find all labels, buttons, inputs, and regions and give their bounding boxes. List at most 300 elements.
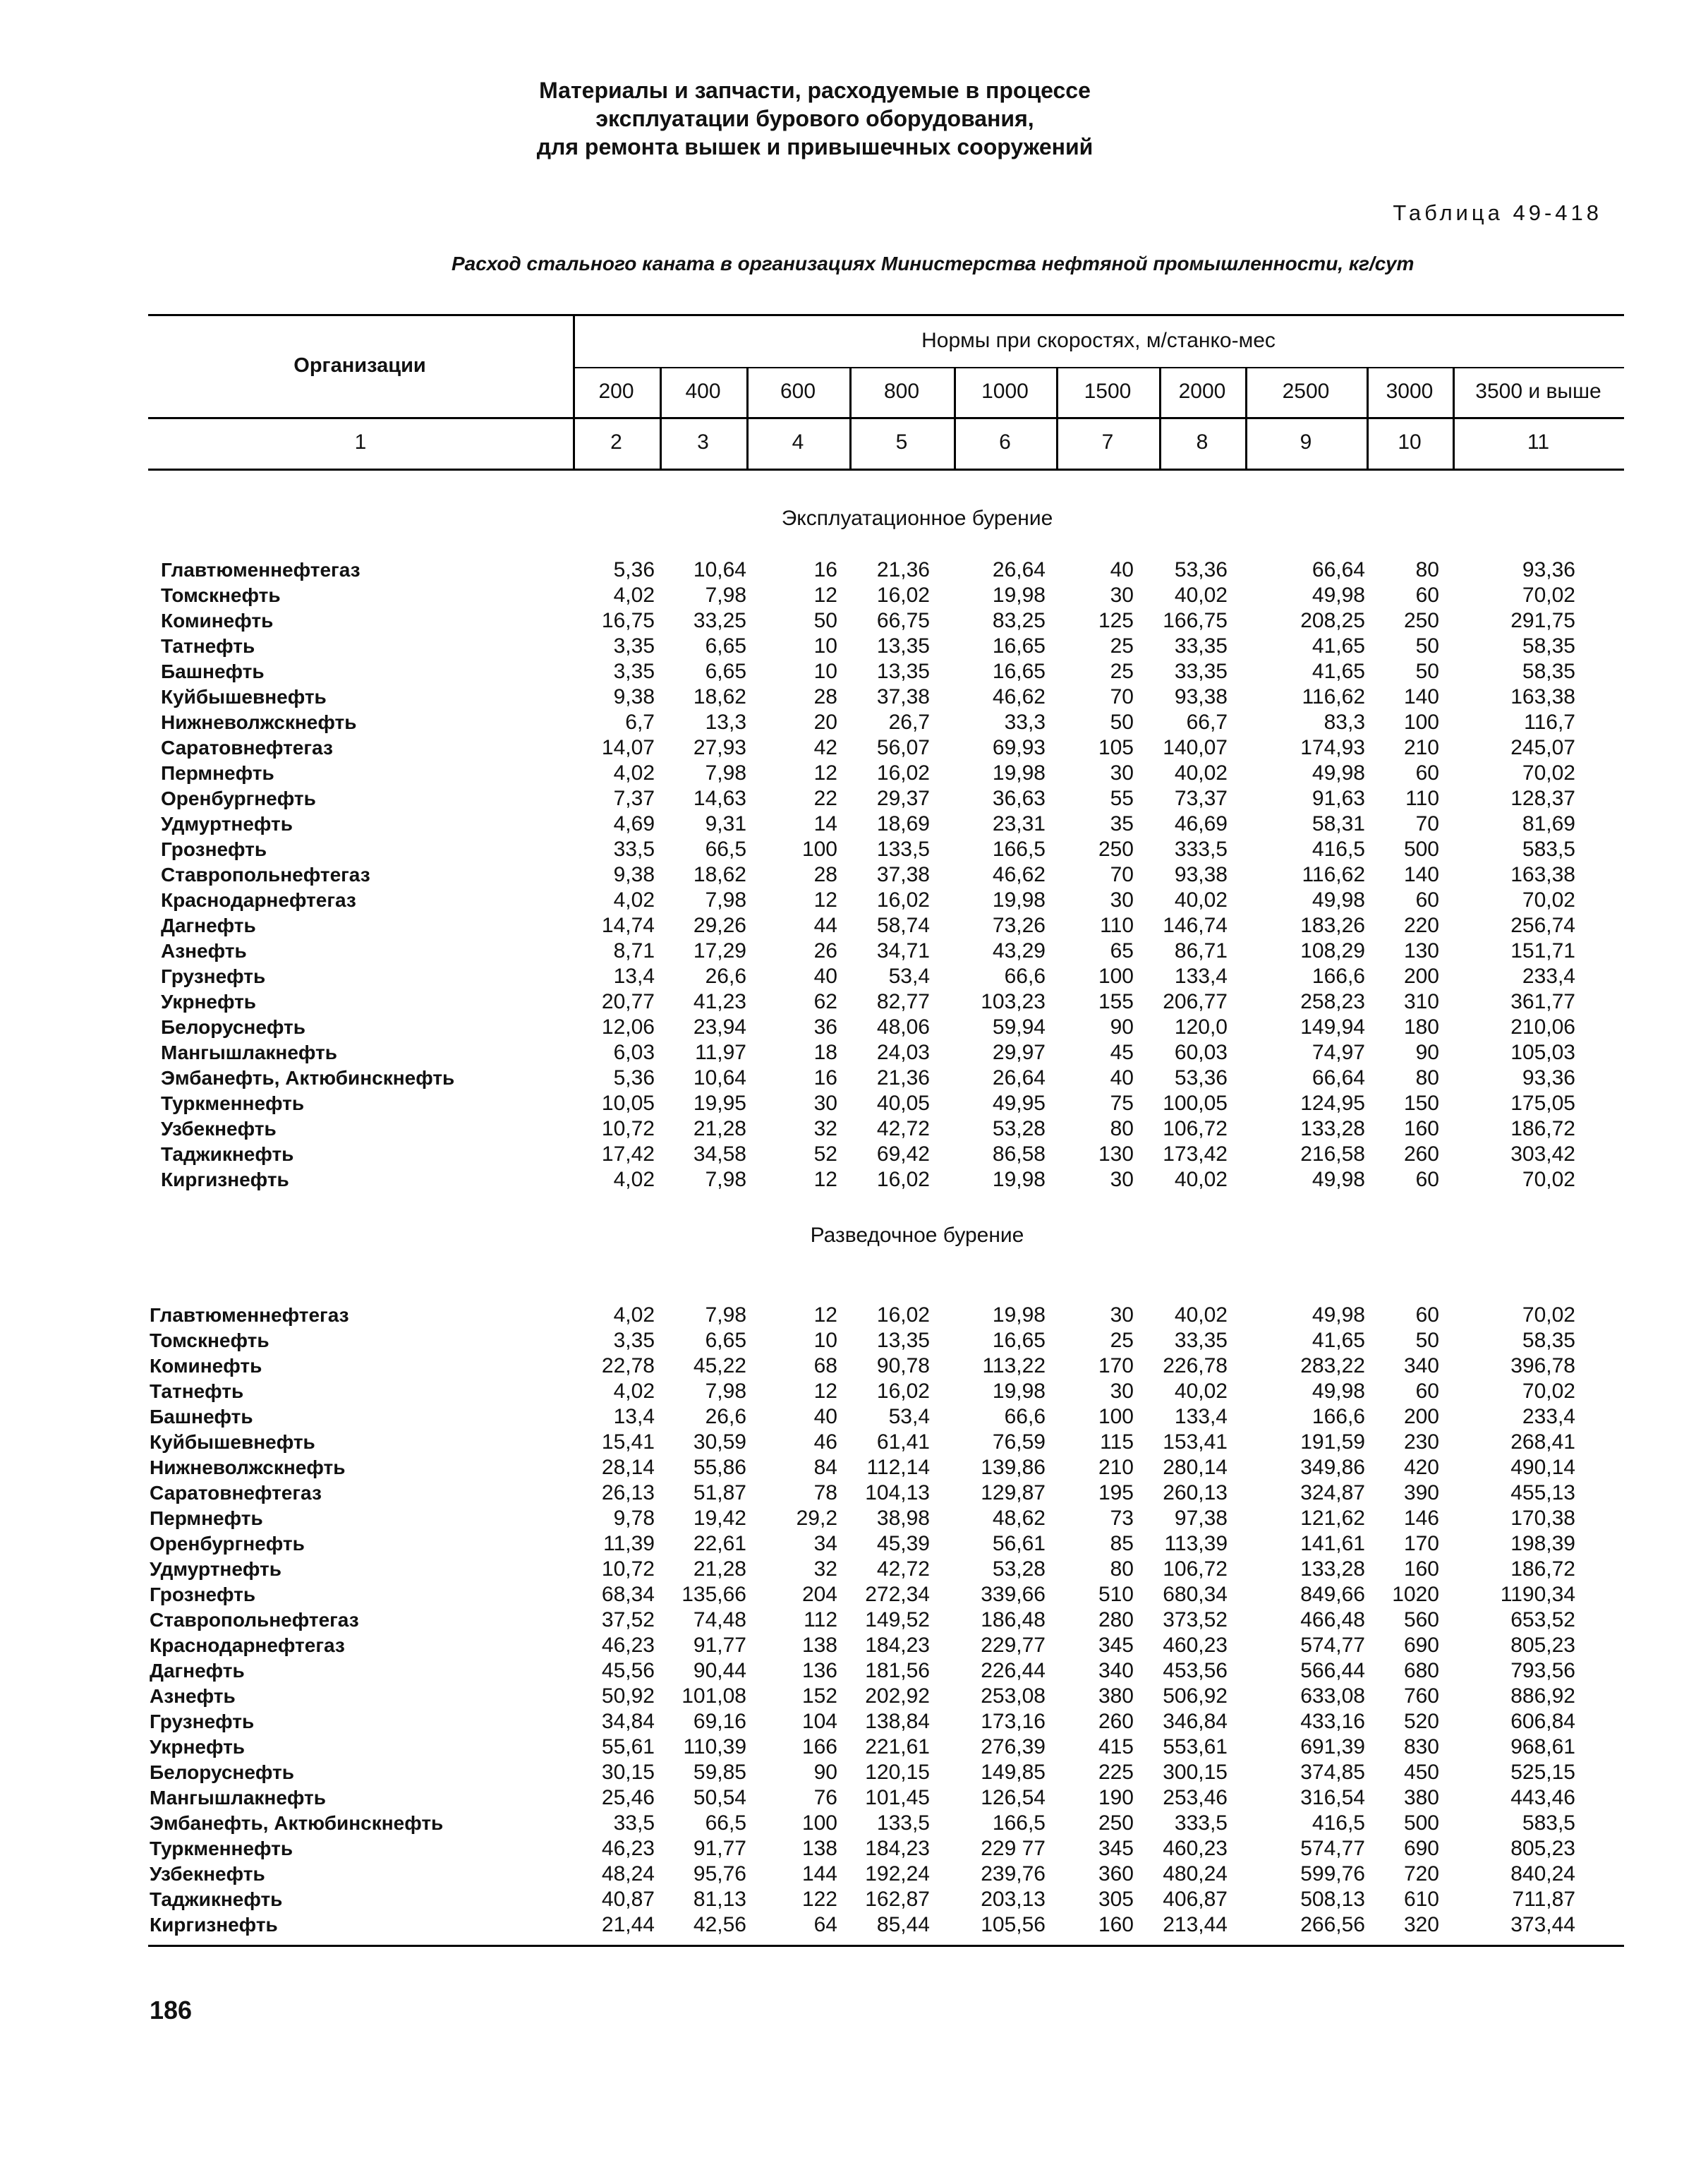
- value-cell: 3,35: [613, 660, 655, 683]
- value-cell: 82,77: [876, 990, 930, 1013]
- value-cell: 25: [1110, 660, 1134, 683]
- value-cell: 162,87: [865, 1888, 930, 1911]
- value-cell: 229,77: [981, 1634, 1046, 1657]
- value-cell: 58,35: [1522, 660, 1575, 683]
- value-cell: 80: [1110, 1117, 1134, 1140]
- value-cell: 40,02: [1174, 584, 1228, 607]
- value-cell: 396,78: [1510, 1354, 1575, 1377]
- organization-name: Удмуртнефть: [161, 813, 293, 835]
- organization-name: Грознефть: [150, 1583, 256, 1605]
- table-row: [0, 1607, 1708, 1633]
- value-cell: 260: [1403, 1142, 1439, 1166]
- value-cell: 14: [813, 812, 837, 835]
- value-cell: 66,6: [1004, 965, 1046, 988]
- value-cell: 60: [1415, 888, 1439, 912]
- value-cell: 73: [1110, 1507, 1134, 1530]
- value-cell: 33,25: [693, 609, 746, 632]
- value-cell: 10,05: [601, 1092, 655, 1115]
- value-cell: 70,02: [1522, 1380, 1575, 1403]
- value-cell: 66,64: [1312, 1066, 1365, 1090]
- value-cell: 26,64: [992, 558, 1046, 581]
- value-cell: 10: [813, 1329, 837, 1352]
- value-cell: 116,62: [1302, 863, 1365, 886]
- value-cell: 711,87: [1512, 1888, 1575, 1911]
- value-cell: 216,58: [1300, 1142, 1365, 1166]
- value-cell: 40,87: [601, 1888, 655, 1911]
- value-cell: 566,44: [1300, 1659, 1365, 1682]
- column-number: 5: [895, 430, 908, 454]
- value-cell: 15,41: [601, 1430, 655, 1454]
- organization-name: Коминефть: [161, 610, 274, 632]
- value-cell: 30,59: [693, 1430, 746, 1454]
- value-cell: 453,56: [1163, 1659, 1228, 1682]
- value-cell: 105,56: [981, 1913, 1046, 1936]
- value-cell: 113,22: [982, 1354, 1046, 1377]
- value-cell: 42,72: [876, 1557, 930, 1581]
- value-cell: 56,61: [992, 1532, 1046, 1555]
- value-cell: 420: [1403, 1456, 1439, 1479]
- value-cell: 340: [1403, 1354, 1439, 1377]
- value-cell: 10,64: [693, 558, 746, 581]
- value-cell: 250: [1098, 1811, 1134, 1835]
- value-cell: 849,66: [1300, 1583, 1365, 1606]
- value-cell: 90,44: [693, 1659, 746, 1682]
- value-cell: 191,59: [1300, 1430, 1365, 1454]
- value-cell: 230: [1403, 1430, 1439, 1454]
- value-cell: 300,15: [1163, 1761, 1228, 1784]
- value-cell: 174,93: [1300, 736, 1365, 759]
- value-cell: 140,07: [1163, 736, 1228, 759]
- value-cell: 139,86: [981, 1456, 1046, 1479]
- value-cell: 112,14: [866, 1456, 930, 1479]
- value-cell: 886,92: [1510, 1684, 1575, 1708]
- value-cell: 12: [813, 584, 837, 607]
- value-cell: 146,74: [1163, 914, 1228, 937]
- value-cell: 105: [1098, 736, 1134, 759]
- value-cell: 19,98: [992, 1168, 1046, 1191]
- value-cell: 5,36: [613, 1066, 655, 1090]
- value-cell: 40,02: [1174, 1380, 1228, 1403]
- value-cell: 49,95: [992, 1092, 1046, 1115]
- value-cell: 320: [1403, 1913, 1439, 1936]
- value-cell: 66,5: [705, 1811, 746, 1835]
- value-cell: 24,03: [876, 1041, 930, 1064]
- value-cell: 195: [1098, 1481, 1134, 1504]
- value-cell: 70,02: [1522, 888, 1575, 912]
- speed-header: 1000: [981, 380, 1029, 403]
- value-cell: 116,7: [1524, 711, 1575, 734]
- value-cell: 450: [1403, 1761, 1439, 1784]
- value-cell: 84: [813, 1456, 837, 1479]
- value-cell: 36,63: [992, 787, 1046, 810]
- value-cell: 9,38: [613, 863, 655, 886]
- value-cell: 720: [1403, 1862, 1439, 1886]
- value-cell: 346,84: [1163, 1710, 1228, 1733]
- value-cell: 968,61: [1510, 1735, 1575, 1758]
- table-row: [0, 1455, 1708, 1480]
- value-cell: 60: [1415, 584, 1439, 607]
- value-cell: 229 77: [981, 1837, 1046, 1860]
- value-cell: 91,77: [693, 1634, 746, 1657]
- value-cell: 33,5: [613, 1811, 655, 1835]
- value-cell: 100,05: [1163, 1092, 1228, 1115]
- value-cell: 56,07: [876, 736, 930, 759]
- table-row: [0, 608, 1708, 634]
- value-cell: 16,65: [992, 634, 1046, 658]
- table-row: [0, 735, 1708, 761]
- table-row: [0, 1684, 1708, 1709]
- value-cell: 361,77: [1510, 990, 1575, 1013]
- table-row: [0, 1506, 1708, 1531]
- value-cell: 16,02: [876, 1380, 930, 1403]
- value-cell: 126,54: [981, 1786, 1046, 1809]
- value-cell: 69,42: [876, 1142, 930, 1166]
- value-cell: 500: [1403, 1811, 1439, 1835]
- value-cell: 13,3: [705, 711, 746, 734]
- value-cell: 44: [813, 914, 837, 937]
- organization-name: Главтюменнефтегаз: [161, 559, 361, 581]
- value-cell: 144: [801, 1862, 837, 1886]
- organization-name: Туркменнефть: [150, 1838, 293, 1859]
- value-cell: 55,86: [693, 1456, 746, 1479]
- value-cell: 140: [1403, 863, 1439, 886]
- value-cell: 60,03: [1174, 1041, 1228, 1064]
- table-row: [0, 1836, 1708, 1862]
- value-cell: 90: [1415, 1041, 1439, 1064]
- organization-name: Куйбышевнефть: [150, 1431, 315, 1453]
- table-row: [0, 1912, 1708, 1938]
- value-cell: 29,26: [693, 914, 746, 937]
- table-row: [0, 1353, 1708, 1379]
- value-cell: 16,75: [601, 609, 655, 632]
- value-cell: 166,6: [1312, 965, 1365, 988]
- value-cell: 26,64: [992, 1066, 1046, 1090]
- table-row: [0, 964, 1708, 989]
- value-cell: 805,23: [1510, 1837, 1575, 1860]
- value-cell: 66,7: [1186, 711, 1228, 734]
- organization-name: Томскнефть: [150, 1329, 269, 1351]
- table-row: [0, 659, 1708, 684]
- value-cell: 29,37: [876, 787, 930, 810]
- value-cell: 390: [1403, 1481, 1439, 1504]
- value-cell: 40: [1110, 558, 1134, 581]
- table-row: [0, 1785, 1708, 1811]
- value-cell: 40: [813, 1405, 837, 1428]
- value-cell: 250: [1403, 609, 1439, 632]
- value-cell: 150: [1403, 1092, 1439, 1115]
- value-cell: 5,36: [613, 558, 655, 581]
- value-cell: 7,98: [705, 888, 746, 912]
- value-cell: 210,06: [1510, 1015, 1575, 1039]
- organization-name: Киргизнефть: [150, 1914, 278, 1936]
- column-number: 6: [999, 430, 1011, 454]
- organization-name: Грузнефть: [161, 965, 266, 987]
- table-row: [0, 1066, 1708, 1091]
- value-cell: 28: [813, 685, 837, 708]
- value-cell: 202,92: [865, 1684, 930, 1708]
- value-cell: 10,72: [601, 1117, 655, 1140]
- value-cell: 12: [813, 761, 837, 785]
- value-cell: 50: [1110, 711, 1134, 734]
- value-cell: 55,61: [601, 1735, 655, 1758]
- table-row: [0, 989, 1708, 1015]
- speed-header: 1500: [1084, 380, 1132, 403]
- value-cell: 50: [1415, 634, 1439, 658]
- organization-name: Эмбанефть, Актюбинскнефть: [150, 1812, 444, 1834]
- value-cell: 49,98: [1312, 1380, 1365, 1403]
- value-cell: 120,15: [865, 1761, 930, 1784]
- column-number: 10: [1398, 430, 1422, 454]
- value-cell: 138,84: [865, 1710, 930, 1733]
- value-cell: 106,72: [1163, 1557, 1228, 1581]
- value-cell: 21,36: [876, 1066, 930, 1090]
- value-cell: 16: [813, 558, 837, 581]
- organization-name: Оренбургнефть: [161, 788, 316, 809]
- value-cell: 105,03: [1510, 1041, 1575, 1064]
- value-cell: 170: [1098, 1354, 1134, 1377]
- value-cell: 345: [1098, 1634, 1134, 1657]
- value-cell: 840,24: [1510, 1862, 1575, 1886]
- value-cell: 45,22: [693, 1354, 746, 1377]
- value-cell: 129,87: [981, 1481, 1046, 1504]
- value-cell: 3,35: [613, 1329, 655, 1352]
- value-cell: 26,13: [601, 1481, 655, 1504]
- value-cell: 103,23: [981, 990, 1046, 1013]
- value-cell: 380: [1098, 1684, 1134, 1708]
- speed-group-header: Нормы при скоростях, м/станко-мес: [921, 329, 1276, 352]
- value-cell: 760: [1403, 1684, 1439, 1708]
- value-cell: 68: [813, 1354, 837, 1377]
- value-cell: 58,31: [1312, 812, 1365, 835]
- value-cell: 324,87: [1300, 1481, 1365, 1504]
- value-cell: 180: [1403, 1015, 1439, 1039]
- value-cell: 18,69: [876, 812, 930, 835]
- table-row: [0, 1557, 1708, 1582]
- table-row: [0, 1015, 1708, 1040]
- section-title-exploitation: Эксплуатационное бурение: [781, 507, 1053, 530]
- table-row: [0, 583, 1708, 608]
- value-cell: 415: [1098, 1735, 1134, 1758]
- value-cell: 830: [1403, 1735, 1439, 1758]
- value-cell: 50,92: [601, 1684, 655, 1708]
- value-cell: 21,44: [601, 1913, 655, 1936]
- value-cell: 53,36: [1174, 558, 1228, 581]
- value-cell: 553,61: [1163, 1735, 1228, 1758]
- value-cell: 30: [813, 1092, 837, 1115]
- organization-name: Ставропольнефтегаз: [150, 1609, 359, 1631]
- value-cell: 83,3: [1324, 711, 1365, 734]
- value-cell: 203,13: [981, 1888, 1046, 1911]
- value-cell: 10: [813, 634, 837, 658]
- value-cell: 166,75: [1163, 609, 1228, 632]
- value-cell: 460,23: [1163, 1634, 1228, 1657]
- value-cell: 18: [813, 1041, 837, 1064]
- value-cell: 166,6: [1312, 1405, 1365, 1428]
- value-cell: 85: [1110, 1532, 1134, 1555]
- value-cell: 110,39: [683, 1735, 746, 1758]
- value-cell: 19,95: [693, 1092, 746, 1115]
- value-cell: 805,23: [1510, 1634, 1575, 1657]
- value-cell: 60: [1415, 761, 1439, 785]
- value-cell: 69,93: [992, 736, 1046, 759]
- value-cell: 160: [1403, 1117, 1439, 1140]
- value-cell: 6,65: [705, 634, 746, 658]
- organization-name: Таджикнефть: [150, 1888, 283, 1910]
- value-cell: 6,03: [613, 1041, 655, 1064]
- value-cell: 13,35: [876, 660, 930, 683]
- value-cell: 10,64: [693, 1066, 746, 1090]
- value-cell: 70: [1415, 812, 1439, 835]
- value-cell: 583,5: [1522, 1811, 1575, 1835]
- value-cell: 22: [813, 787, 837, 810]
- value-cell: 166: [801, 1735, 837, 1758]
- value-cell: 680,34: [1163, 1583, 1228, 1606]
- value-cell: 30: [1110, 584, 1134, 607]
- value-cell: 21,28: [693, 1557, 746, 1581]
- value-cell: 4,02: [613, 1380, 655, 1403]
- value-cell: 41,65: [1312, 1329, 1365, 1352]
- value-cell: 4,02: [613, 888, 655, 912]
- value-cell: 416,5: [1312, 838, 1365, 861]
- table-row: [0, 1430, 1708, 1455]
- value-cell: 4,02: [613, 761, 655, 785]
- organization-name: Нижневолжскнефть: [161, 711, 357, 733]
- value-cell: 3,35: [613, 634, 655, 658]
- value-cell: 53,4: [888, 1405, 930, 1428]
- value-cell: 12: [813, 888, 837, 912]
- value-cell: 266,56: [1300, 1913, 1365, 1936]
- value-cell: 16,65: [992, 1329, 1046, 1352]
- value-cell: 574,77: [1300, 1634, 1365, 1657]
- table-label: Таблица 49-418: [1393, 200, 1602, 225]
- value-cell: 28: [813, 863, 837, 886]
- value-cell: 133,4: [1174, 965, 1228, 988]
- value-cell: 19,42: [693, 1507, 746, 1530]
- value-cell: 51,87: [693, 1481, 746, 1504]
- value-cell: 345: [1098, 1837, 1134, 1860]
- value-cell: 291,75: [1510, 609, 1575, 632]
- table-row: [0, 1091, 1708, 1116]
- table-row: [0, 811, 1708, 837]
- speed-header: 800: [883, 380, 920, 403]
- value-cell: 106,72: [1163, 1117, 1228, 1140]
- value-cell: 60: [1415, 1168, 1439, 1191]
- organization-name: Белоруснефть: [161, 1016, 305, 1038]
- organization-name: Татнефть: [161, 635, 255, 657]
- value-cell: 50: [1415, 660, 1439, 683]
- value-cell: 166,5: [992, 838, 1046, 861]
- organization-name: Башнефть: [150, 1406, 253, 1428]
- value-cell: 192,24: [865, 1862, 930, 1886]
- value-cell: 233,4: [1522, 965, 1575, 988]
- value-cell: 30,15: [601, 1761, 655, 1784]
- header-bottom-rule: [148, 469, 1624, 471]
- value-cell: 163,38: [1510, 685, 1575, 708]
- value-cell: 100: [1098, 1405, 1134, 1428]
- value-cell: 16: [813, 1066, 837, 1090]
- value-cell: 133,28: [1300, 1117, 1365, 1140]
- value-cell: 510: [1098, 1583, 1134, 1606]
- value-cell: 349,86: [1300, 1456, 1365, 1479]
- value-cell: 560: [1403, 1608, 1439, 1631]
- organization-name: Оренбургнефть: [150, 1533, 305, 1555]
- value-cell: 130: [1098, 1142, 1134, 1166]
- table-bottom-rule: [148, 1945, 1624, 1947]
- value-cell: 206,77: [1163, 990, 1228, 1013]
- table-row: [0, 684, 1708, 710]
- value-cell: 26,7: [888, 711, 930, 734]
- value-cell: 303,42: [1510, 1142, 1575, 1166]
- value-cell: 120,0: [1174, 1015, 1228, 1039]
- value-cell: 76,59: [992, 1430, 1046, 1454]
- value-cell: 160: [1098, 1913, 1134, 1936]
- organization-name: Грознефть: [161, 838, 267, 860]
- value-cell: 163,38: [1510, 863, 1575, 886]
- value-cell: 53,36: [1174, 1066, 1228, 1090]
- value-cell: 200: [1403, 1405, 1439, 1428]
- value-cell: 11,97: [695, 1041, 746, 1064]
- value-cell: 690: [1403, 1837, 1439, 1860]
- value-cell: 91,77: [693, 1837, 746, 1860]
- organization-name: Краснодарнефтегаз: [161, 889, 356, 911]
- value-cell: 70: [1110, 685, 1134, 708]
- organization-name: Азнефть: [161, 940, 247, 962]
- value-cell: 136: [801, 1659, 837, 1682]
- value-cell: 52: [813, 1142, 837, 1166]
- value-cell: 60: [1415, 1380, 1439, 1403]
- header-speeds-rule: [573, 367, 1624, 368]
- value-cell: 480,24: [1163, 1862, 1228, 1886]
- table-row: [0, 1167, 1708, 1193]
- value-cell: 49,98: [1312, 761, 1365, 785]
- org-column-header: Организации: [293, 354, 426, 377]
- column-number: 3: [697, 430, 709, 454]
- value-cell: 333,5: [1174, 1811, 1228, 1835]
- value-cell: 460,23: [1163, 1837, 1228, 1860]
- organization-name: Саратовнефтегаз: [150, 1482, 322, 1504]
- table-row: [0, 1404, 1708, 1430]
- value-cell: 599,76: [1300, 1862, 1365, 1886]
- value-cell: 17,42: [601, 1142, 655, 1166]
- value-cell: 25,46: [601, 1786, 655, 1809]
- value-cell: 40,02: [1174, 888, 1228, 912]
- table-row: [0, 1142, 1708, 1167]
- value-cell: 30: [1110, 761, 1134, 785]
- value-cell: 100: [1098, 965, 1134, 988]
- value-cell: 4,69: [613, 812, 655, 835]
- value-cell: 406,87: [1163, 1888, 1228, 1911]
- value-cell: 49,98: [1312, 1303, 1365, 1327]
- value-cell: 27,93: [693, 736, 746, 759]
- value-cell: 16,02: [876, 888, 930, 912]
- value-cell: 34,58: [693, 1142, 746, 1166]
- exploration-rows: [0, 1303, 1708, 1938]
- value-cell: 34,84: [601, 1710, 655, 1733]
- value-cell: 46,69: [1174, 812, 1228, 835]
- table-row: [0, 837, 1708, 862]
- value-cell: 32: [813, 1117, 837, 1140]
- value-cell: 198,39: [1510, 1532, 1575, 1555]
- value-cell: 32: [813, 1557, 837, 1581]
- value-cell: 433,16: [1300, 1710, 1365, 1733]
- value-cell: 200: [1403, 965, 1439, 988]
- value-cell: 70,02: [1522, 1168, 1575, 1191]
- value-cell: 91,63: [1312, 787, 1365, 810]
- table-row: [0, 1709, 1708, 1734]
- speed-header: 400: [685, 380, 721, 403]
- value-cell: 13,35: [876, 1329, 930, 1352]
- value-cell: 245,07: [1510, 736, 1575, 759]
